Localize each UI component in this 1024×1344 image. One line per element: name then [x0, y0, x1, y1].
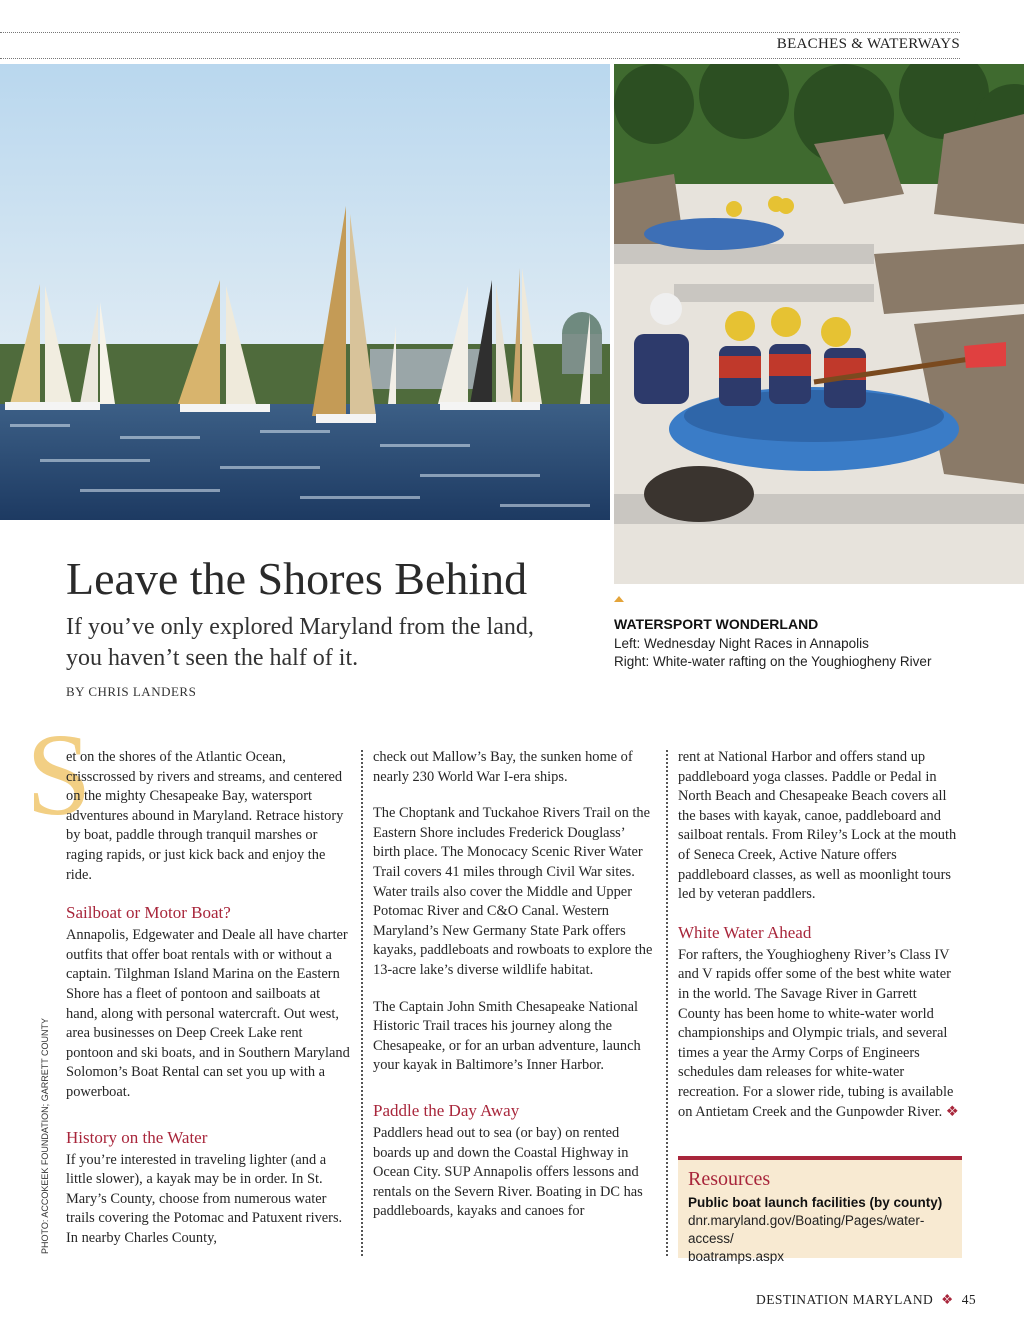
column-1 — [66, 748, 352, 1265]
resources-url-line-1[interactable]: dnr.maryland.gov/Boating/Pages/water-access/ — [688, 1213, 925, 1246]
resources-box — [678, 1156, 962, 1264]
trails-paragraph: The Choptank and Tuckahoe Rivers Trail on the Eastern Shore includes Frederick Douglass’ birth place. The Monocacy Scenic River Water Trail covers 41 miles through Civil War sites. Water trails also cover the Middle and Upper Potomac River and C&O Canal. Western Maryland’s New Germany State Park offers kayaks, paddleboats and rowboats to explore the 13-acre lake’s diverse wildlife habitat. — [373, 805, 653, 978]
caption-marker-icon — [614, 596, 624, 602]
caption-right: Right: White-water rafting on the Youghiogheny River — [614, 654, 932, 669]
publication-name: DESTINATION MARYLAND — [756, 1292, 934, 1307]
drop-cap: S — [26, 709, 92, 840]
whitewater-paragraph — [678, 946, 962, 1122]
rafting-photo — [614, 64, 1024, 584]
history-heading: History on the Water — [66, 1127, 208, 1147]
resources-link[interactable] — [688, 1212, 952, 1266]
resources-title: Resources — [688, 1168, 771, 1190]
sailboat-paragraph: Annapolis, Edgewater and Deale all have charter outfits that offer boat rentals with or without a captain. Tilghman Island Marina on the Eastern Shore has a fleet of pontoon and sailboats at hand, along with personal watercraft. Out west, area businesses on Deep Creek Lake rent pontoon and ski boats, and in Southern Maryland Solomon’s Boat Rental can set you up with a powerboat. — [66, 927, 350, 1100]
rentals-paragraph: rent at National Harbor and offers stand up paddleboard yoga classes. Paddle or Pedal in North Beach and Chesapeake Beach covers all the bases with kayak, canoe, paddleboard and sailboat rentals. From Riley’s Lock at the mouth of Seneca Creek, Active Nature offers paddleboard classes, as well as moonlight tours led by veteran paddlers. — [678, 749, 957, 903]
column-divider-2 — [666, 750, 668, 1256]
byline: BY CHRIS LANDERS — [66, 684, 197, 699]
captain-smith-paragraph: The Captain John Smith Chesapeake National Historic Trail traces his journey along the Chesapeake, or for an urban adventure, launch your kayak in Baltimore’s Inner Harbor. — [373, 998, 641, 1074]
history-paragraph: If you’re interested in traveling lighter (and a little slower), a kayak may be in order. In St. Mary’s County, choose from numerous water trails covering the Potomac and Patuxent rivers. In nearby Charles County, — [66, 1151, 343, 1246]
page-footer — [756, 1292, 976, 1308]
mallows-bay-paragraph: check out Mallow’s Bay, the sunken home of nearly 230 World War I-era ships. — [373, 749, 633, 785]
column-2 — [373, 748, 655, 1239]
column-divider-1 — [361, 750, 363, 1256]
paddle-heading: Paddle the Day Away — [373, 1100, 520, 1120]
article-deck: If you’ve only explored Maryland from the land, you haven’t seen the half of it. — [66, 614, 534, 671]
header-rule-top — [0, 32, 960, 33]
resources-subtitle: Public boat launch facilities (by county) — [688, 1195, 943, 1210]
column-3 — [678, 748, 962, 1139]
intro-paragraph — [66, 748, 352, 885]
header-rule-bottom — [0, 58, 960, 59]
end-mark-icon: ❖ — [945, 1103, 959, 1120]
whitewater-heading: White Water Ahead — [678, 922, 812, 942]
sailboat-heading: Sailboat or Motor Boat? — [66, 903, 231, 923]
sailboats-photo — [0, 64, 610, 520]
caption-left: Left: Wednesday Night Races in Annapolis — [614, 636, 869, 651]
photo-credit: PHOTO: ACCOKEEK FOUNDATION; GARRETT COUNTY — [40, 1017, 50, 1254]
whitewater-text: For rafters, the Youghiogheny River’s Class IV and V rapids offer some of the best white water in the world. The Savage River in Garrett County has been home to white-water world championships and Olympic trials, and several times a year the Army Corps of Engineers schedules dam releases for white-water recreation. For a slower ride, tubing is available on Antietam Creek and the Gunpowder River. — [678, 946, 954, 1120]
intro-text: et on the shores of the Atlantic Ocean, crisscrossed by rivers and streams, and centered on the mighty Chesapeake Bay, watersport adventures abound in Maryland. Retrace history by boat, paddle through tranquil marshes or raging rapids, or just kick back and enjoy the ride. — [66, 749, 344, 883]
article-title: Leave the Shores Behind — [66, 553, 528, 604]
section-label: BEACHES & WATERWAYS — [776, 36, 960, 52]
page-number: 45 — [961, 1292, 976, 1307]
paddle-paragraph: Paddlers head out to sea (or bay) on rented boards up and down the Coastal Highway in Ocean City. SUP Annapolis offers lessons and rentals on the Severn River. Boating in DC has paddleboards, kayaks and canoes for — [373, 1124, 643, 1220]
ornament-icon: ❖ — [941, 1292, 954, 1307]
caption-title: WATERSPORT WONDERLAND — [614, 616, 819, 632]
resources-url-line-2[interactable]: boatramps.aspx — [688, 1249, 785, 1264]
